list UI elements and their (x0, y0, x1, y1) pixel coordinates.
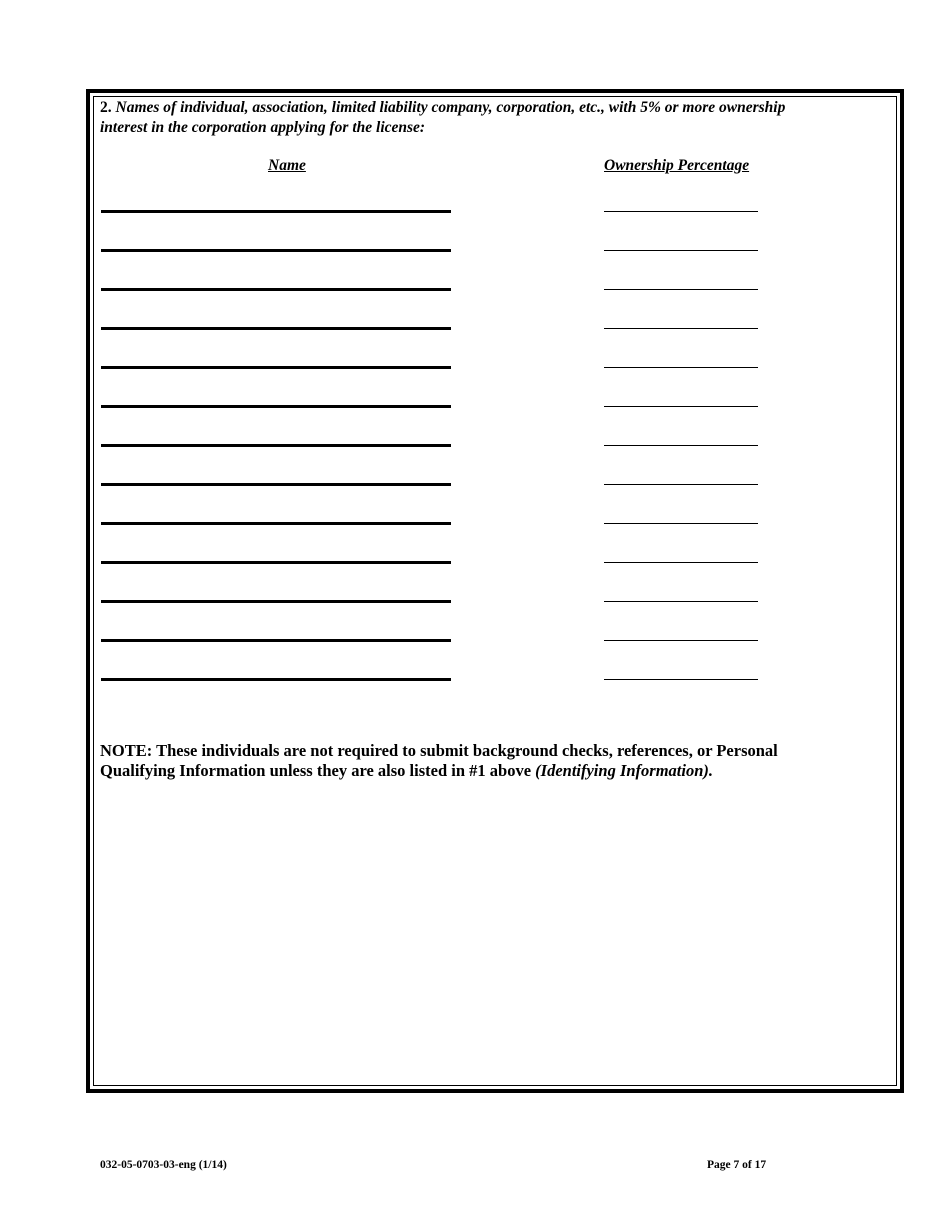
name-field-8[interactable] (101, 483, 451, 486)
ownership-percentage-field-13[interactable] (604, 679, 758, 680)
form-border (86, 89, 904, 1093)
ownership-percentage-field-1[interactable] (604, 211, 758, 212)
name-field-10[interactable] (101, 561, 451, 564)
name-field-1[interactable] (101, 210, 451, 213)
ownership-percentage-field-10[interactable] (604, 562, 758, 563)
ownership-percentage-field-7[interactable] (604, 445, 758, 446)
question-number: 2. (100, 99, 112, 116)
note-italic: (Identifying Information). (535, 761, 714, 780)
note-text (100, 741, 840, 781)
ownership-percentage-field-9[interactable] (604, 523, 758, 524)
name-field-2[interactable] (101, 249, 451, 252)
question-2 (100, 98, 820, 138)
name-column-header: Name (268, 157, 306, 174)
name-field-12[interactable] (101, 639, 451, 642)
ownership-percentage-field-4[interactable] (604, 328, 758, 329)
form-border-inner (93, 96, 897, 1086)
name-field-3[interactable] (101, 288, 451, 291)
ownership-percentage-field-6[interactable] (604, 406, 758, 407)
question-text: Names of individual, association, limited liability company, corporation, etc., with 5% or more ownership interest in the corporation applying for the license: (100, 99, 786, 136)
name-field-11[interactable] (101, 600, 451, 603)
form-id: 032-05-0703-03-eng (1/14) (100, 1159, 227, 1171)
ownership-percentage-column-header: Ownership Percentage (604, 157, 750, 174)
name-field-6[interactable] (101, 405, 451, 408)
ownership-percentage-field-2[interactable] (604, 250, 758, 251)
name-field-7[interactable] (101, 444, 451, 447)
ownership-percentage-field-3[interactable] (604, 289, 758, 290)
name-field-5[interactable] (101, 366, 451, 369)
name-field-13[interactable] (101, 678, 451, 681)
ownership-percentage-field-5[interactable] (604, 367, 758, 368)
name-field-4[interactable] (101, 327, 451, 330)
note-main: NOTE: These individuals are not required to submit background checks, references, or Personal Qualifying Information unless they are also listed in #1 above (100, 741, 778, 780)
page-number: Page 7 of 17 (707, 1159, 767, 1171)
name-field-9[interactable] (101, 522, 451, 525)
ownership-percentage-field-8[interactable] (604, 484, 758, 485)
ownership-percentage-field-12[interactable] (604, 640, 758, 641)
ownership-percentage-field-11[interactable] (604, 601, 758, 602)
